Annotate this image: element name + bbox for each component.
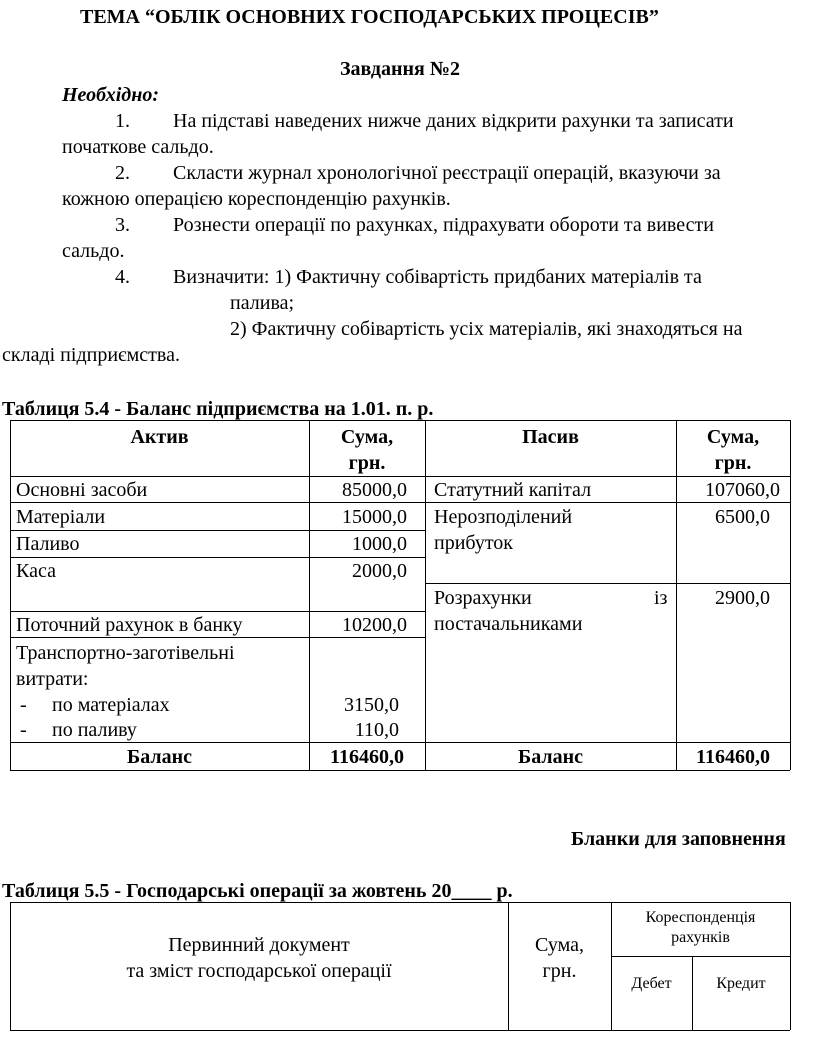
header-active: Актив bbox=[130, 426, 189, 448]
item-number: 4. bbox=[115, 266, 130, 288]
table54-caption: Таблиця 5.4 - Баланс підприємства на 1.01. п. р. bbox=[2, 398, 434, 420]
item-text: складі підприємства. bbox=[2, 344, 180, 366]
table-border bbox=[10, 420, 790, 421]
table-border bbox=[10, 420, 11, 770]
table-border bbox=[790, 420, 791, 770]
item-text: На підставі наведених нижче даних відкрити рахунки та записати bbox=[173, 110, 734, 132]
transport-label: витрати: bbox=[16, 668, 89, 690]
table-border bbox=[425, 420, 426, 770]
asset-value: 85000,0 bbox=[342, 479, 407, 501]
asset-value: 1000,0 bbox=[352, 533, 407, 555]
item-text: кожною операцією кореспонденцію рахунків. bbox=[62, 188, 451, 210]
table-border bbox=[10, 902, 790, 903]
task-heading: Завдання №2 bbox=[340, 58, 460, 80]
item-text: сальдо. bbox=[62, 240, 125, 262]
required-label: Необхідно: bbox=[62, 84, 159, 106]
forms-label: Бланки для заповнення bbox=[571, 828, 786, 850]
transport-dash: - bbox=[20, 719, 27, 741]
header-passive: Пасив bbox=[522, 426, 579, 448]
column-debit: Дебет bbox=[631, 975, 672, 992]
header-sum: Сума, bbox=[706, 426, 760, 448]
liability-value: 2900,0 bbox=[715, 587, 770, 609]
total-label: Баланс bbox=[517, 746, 584, 768]
header-sum-unit: грн. bbox=[714, 452, 752, 474]
liability-name: із bbox=[654, 587, 668, 609]
asset-value: 15000,0 bbox=[342, 506, 407, 528]
transport-value: 110,0 bbox=[354, 719, 399, 741]
header-sum: Сума, bbox=[340, 426, 394, 448]
column-sum: грн. bbox=[542, 960, 577, 982]
liability-name: Нерозподілений bbox=[434, 506, 573, 528]
liability-value: 6500,0 bbox=[715, 506, 770, 528]
column-document: Первинний документ bbox=[168, 934, 350, 956]
asset-value: 10200,0 bbox=[342, 614, 407, 636]
table-border bbox=[10, 770, 790, 771]
liability-name: Статутний капітал bbox=[434, 479, 592, 501]
table-border bbox=[425, 583, 790, 584]
table-border bbox=[10, 1030, 790, 1031]
transport-label: Транспортно-заготівельні bbox=[16, 642, 235, 664]
asset-name: Паливо bbox=[16, 533, 80, 555]
liability-name: прибуток bbox=[434, 532, 514, 554]
column-sum: Сума, bbox=[535, 934, 584, 956]
column-correspondence: рахунків bbox=[671, 929, 730, 946]
table-border bbox=[611, 956, 790, 957]
liability-name: Розрахунки bbox=[434, 587, 532, 609]
item-text: 2) Фактичну собівартість усіх матеріалів, які знаходяться на bbox=[230, 318, 743, 340]
liability-value: 107060,0 bbox=[705, 479, 780, 501]
column-correspondence: Кореспонденція bbox=[645, 909, 756, 926]
item-text: Рознести операції по рахунках, підрахувати обороти та вивести bbox=[173, 214, 714, 236]
transport-dash: - bbox=[20, 694, 27, 716]
item-text: Визначити: 1) Фактичну собівартість придбаних матеріалів та bbox=[173, 266, 702, 288]
transport-item: по паливу bbox=[52, 719, 137, 741]
column-document: та зміст господарської операції bbox=[126, 960, 392, 982]
transport-item: по матеріалах bbox=[52, 694, 170, 716]
table-border bbox=[790, 902, 791, 1030]
total-value: 116460,0 bbox=[696, 746, 770, 768]
item-number: 3. bbox=[115, 214, 130, 236]
asset-name: Матеріали bbox=[16, 506, 106, 528]
page-title: ТЕМА “ОБЛІК ОСНОВНИХ ГОСПОДАРСЬКИХ ПРОЦЕСІВ” bbox=[80, 6, 659, 28]
total-value: 116460,0 bbox=[330, 746, 404, 768]
asset-name: Каса bbox=[16, 560, 56, 582]
column-credit: Кредит bbox=[716, 975, 766, 992]
item-text: початкове сальдо. bbox=[62, 136, 214, 158]
table55-caption: Таблиця 5.5 - Господарські операції за жовтень 20____ р. bbox=[2, 880, 513, 902]
header-sum-unit: грн. bbox=[348, 452, 386, 474]
asset-value: 2000,0 bbox=[352, 560, 407, 582]
liability-name: постачальниками bbox=[434, 613, 583, 635]
item-number: 2. bbox=[115, 162, 130, 184]
item-text: Скласти журнал хронологічної реєстрації операцій, вказуючи за bbox=[173, 162, 721, 184]
total-label: Баланс bbox=[126, 746, 193, 768]
item-number: 1. bbox=[115, 110, 130, 132]
item-text: палива; bbox=[230, 292, 295, 314]
asset-name: Поточний рахунок в банку bbox=[16, 614, 243, 636]
asset-name: Основні засоби bbox=[16, 479, 148, 501]
transport-value: 3150,0 bbox=[344, 694, 399, 716]
